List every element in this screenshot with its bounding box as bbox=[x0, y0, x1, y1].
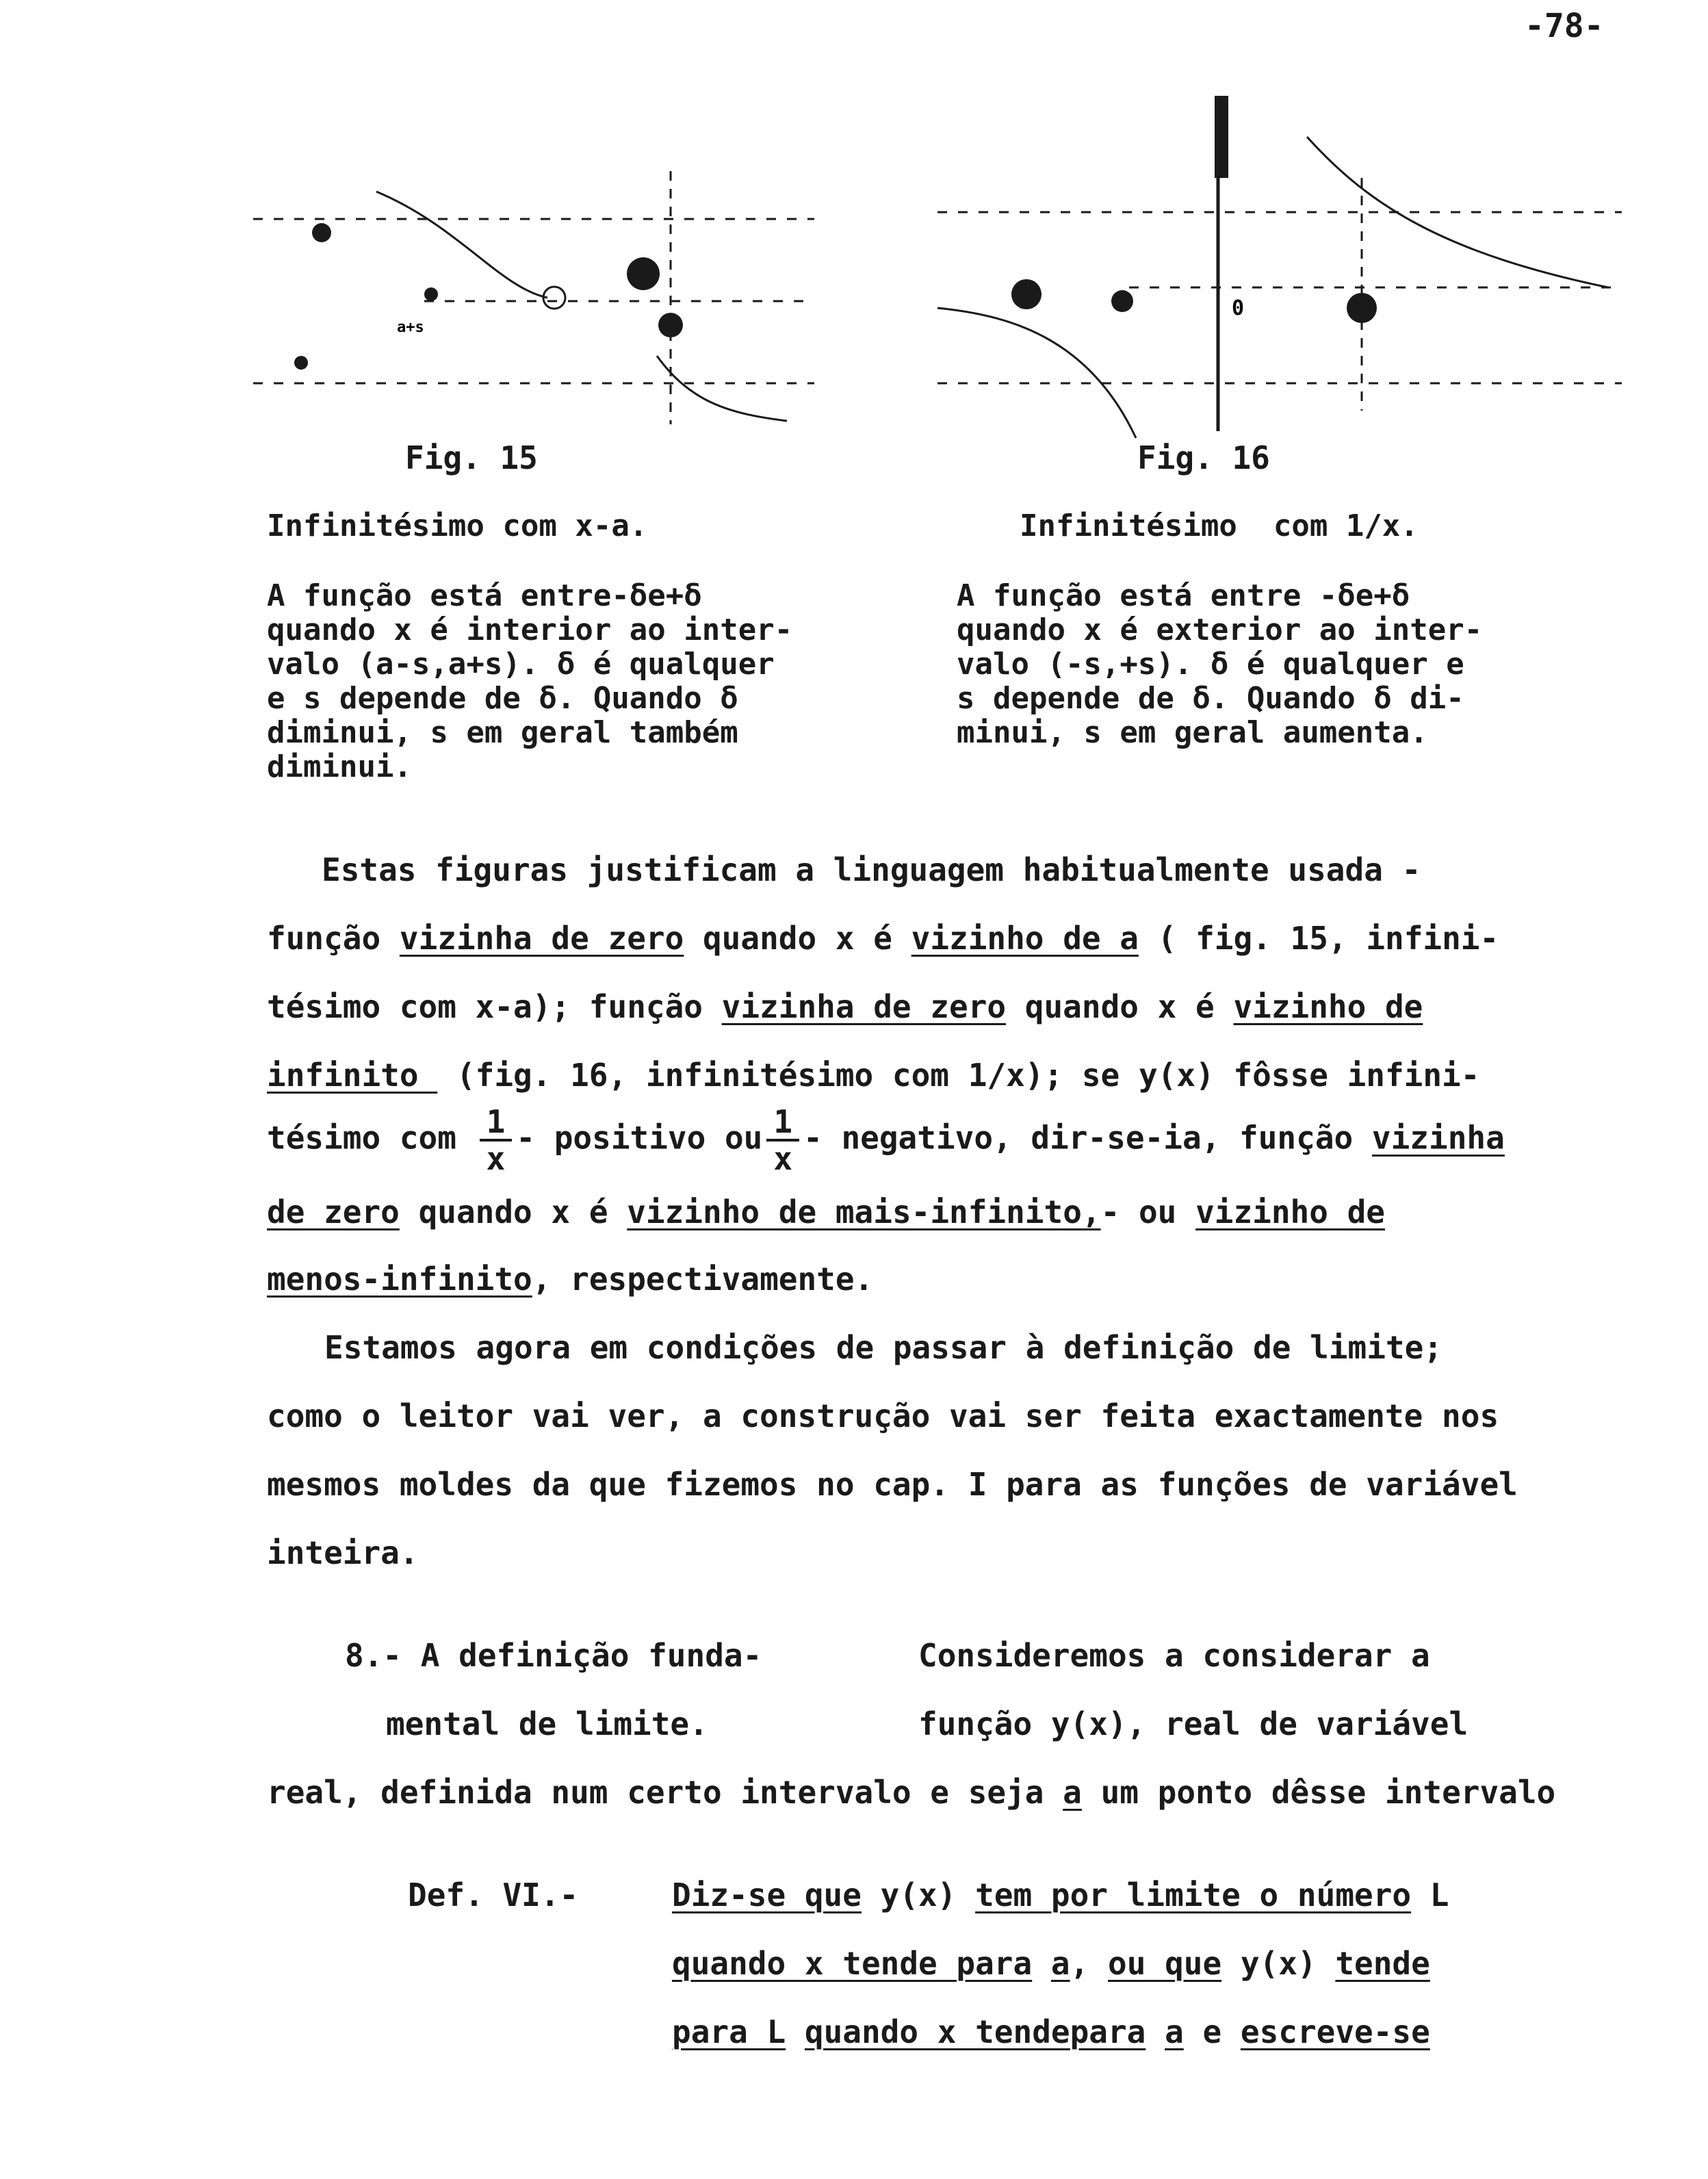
definition-line-1 bbox=[672, 1877, 1449, 1913]
text-run: quando x é bbox=[399, 1194, 627, 1230]
fraction-numerator: 1 bbox=[480, 1105, 513, 1142]
underlined-text: infinito bbox=[267, 1057, 438, 1094]
figure-16-caption: Infinitésimo com 1/x. bbox=[1020, 508, 1419, 543]
text-run: quando x é bbox=[1006, 988, 1234, 1025]
section-title-line-2: mental de limite. bbox=[386, 1705, 708, 1742]
text-run: , respectivamente. bbox=[532, 1261, 874, 1298]
fig15-curve-left bbox=[376, 192, 547, 298]
section-text-line-1: Consideremos a considerar a bbox=[918, 1637, 1430, 1674]
fraction-denominator: x bbox=[486, 1140, 506, 1177]
text-run: y(x) bbox=[861, 1877, 976, 1913]
text-run: y(x) bbox=[1221, 1945, 1336, 1982]
figure-15-description bbox=[267, 579, 792, 784]
underlined-text: vizinha bbox=[1371, 1119, 1505, 1157]
fig16-desc-line: s depende de δ. Quando δ di- bbox=[957, 681, 1464, 716]
underlined-text: a bbox=[1165, 2013, 1184, 2050]
text-run: tésimo com x-a); função bbox=[267, 988, 722, 1025]
paragraph-1-line-1: Estas figuras justificam a linguagem habitualmente usada - bbox=[322, 851, 1421, 888]
text-run: - positivo ou bbox=[516, 1119, 763, 1157]
text-run: um ponto dêsse intervalo bbox=[1081, 1774, 1556, 1811]
figure-15-label: Fig. 15 bbox=[405, 439, 538, 476]
text-run: e bbox=[1183, 2013, 1241, 2050]
underlined-text: ou que bbox=[1108, 1945, 1222, 1982]
page-number: -78- bbox=[1525, 7, 1604, 45]
paragraph-1-line-4 bbox=[267, 1057, 1479, 1094]
underlined-text: quando x tende para bbox=[672, 1945, 1033, 1982]
text-run: L bbox=[1411, 1877, 1449, 1913]
fig15-desc-line: diminui, s em geral também bbox=[267, 715, 738, 750]
underlined-text: menos-infinito bbox=[267, 1261, 532, 1298]
section-title-line-1: 8.- A definição funda- bbox=[345, 1637, 762, 1674]
paragraph-2-line-2: como o leitor vai ver, a construção vai ser feita exactamente nos bbox=[267, 1397, 1499, 1434]
text-run bbox=[1146, 2013, 1165, 2050]
fig16-curve-left bbox=[937, 308, 1136, 438]
definition-label: Def. VI.- bbox=[408, 1877, 579, 1913]
fig16-label-origin: 0 bbox=[1232, 296, 1245, 320]
underlined-text: quando x tendepara bbox=[804, 2013, 1146, 2050]
paragraph-1-line-2 bbox=[267, 920, 1499, 957]
text-run: quando x é bbox=[684, 920, 911, 957]
underlined-text: Diz-se que bbox=[672, 1877, 862, 1913]
fig16-desc-line: valo (-s,+s). δ é qualquer e bbox=[957, 647, 1464, 682]
underlined-text: a bbox=[1050, 1945, 1070, 1982]
fig16-desc-line: A função está entre -δe+δ bbox=[957, 578, 1410, 613]
text-run: - negativo, dir-se-ia, função bbox=[803, 1119, 1372, 1157]
paragraph-1-line-5 bbox=[267, 1105, 1505, 1176]
fig15-label-ax: a+s bbox=[397, 319, 424, 336]
text-run: real, definida num certo intervalo e seja bbox=[267, 1774, 1063, 1811]
text-run: tésimo com bbox=[267, 1119, 476, 1157]
definition-line-2 bbox=[672, 1945, 1430, 1982]
underlined-text: vizinho de a bbox=[911, 920, 1139, 957]
text-run bbox=[1032, 1945, 1051, 1982]
figure-15-caption: Infinitésimo com x-a. bbox=[267, 508, 648, 543]
underlined-text: a bbox=[1063, 1774, 1082, 1811]
paragraph-2-line-3: mesmos moldes da que fizemos no cap. I para as funções de variável bbox=[267, 1466, 1518, 1503]
fraction-denominator: x bbox=[773, 1140, 793, 1177]
paragraph-1-line-6 bbox=[267, 1194, 1385, 1230]
underlined-text: tem por limite o número bbox=[975, 1877, 1412, 1913]
figure-16-description bbox=[957, 579, 1482, 750]
paragraph-2-line-1: Estamos agora em condições de passar à definição de limite; bbox=[324, 1329, 1442, 1366]
paragraph-2-line-4: inteira. bbox=[267, 1534, 419, 1571]
fraction-one-over-x bbox=[766, 1105, 799, 1176]
figure-16-label: Fig. 16 bbox=[1137, 439, 1270, 476]
fig15-desc-line: e s depende de δ. Quando δ bbox=[267, 681, 738, 716]
paragraph-1-line-3 bbox=[267, 988, 1423, 1025]
fig15-desc-line: valo (a-s,a+s). δ é qualquer bbox=[267, 647, 775, 682]
underlined-text: vizinha de zero bbox=[721, 988, 1007, 1025]
paragraph-1-line-7 bbox=[267, 1261, 873, 1298]
fraction-one-over-x bbox=[480, 1105, 513, 1176]
definition-line-3 bbox=[672, 2013, 1430, 2050]
text-run: - ou bbox=[1100, 1194, 1196, 1230]
fig15-desc-line: diminui. bbox=[267, 749, 412, 784]
underlined-text: vizinho de bbox=[1233, 988, 1423, 1025]
text-run: (fig. 16, infinitésimo com 1/x); se y(x) fôsse infini- bbox=[437, 1057, 1480, 1094]
underlined-text: tende bbox=[1335, 1945, 1430, 1982]
underlined-text: para L bbox=[672, 2013, 786, 2050]
text-run bbox=[786, 2013, 805, 2050]
text-run: ( fig. 15, infini- bbox=[1138, 920, 1499, 957]
underlined-text: vizinho de mais-infinito, bbox=[627, 1194, 1101, 1230]
fig16-desc-line: minui, s em geral aumenta. bbox=[957, 715, 1428, 750]
underlined-text: escreve-se bbox=[1240, 2013, 1430, 2050]
fig15-desc-line: A função está entre-δe+δ bbox=[267, 578, 702, 613]
text-run: função bbox=[267, 920, 400, 957]
section-text-line-3 bbox=[267, 1774, 1555, 1811]
text-run: , bbox=[1070, 1945, 1108, 1982]
underlined-text: vizinha de zero bbox=[399, 920, 684, 957]
fig15-curve-right bbox=[657, 356, 787, 421]
underlined-text: de zero bbox=[267, 1194, 400, 1230]
underlined-text: vizinho de bbox=[1195, 1194, 1386, 1230]
section-text-line-2: função y(x), real de variável bbox=[918, 1705, 1468, 1742]
figure-15-graph bbox=[253, 103, 814, 445]
figure-16-graph bbox=[924, 82, 1622, 445]
fig15-desc-line: quando x é interior ao inter- bbox=[267, 613, 793, 647]
fig16-desc-line: quando x é exterior ao inter- bbox=[957, 613, 1483, 647]
fraction-numerator: 1 bbox=[766, 1105, 799, 1142]
